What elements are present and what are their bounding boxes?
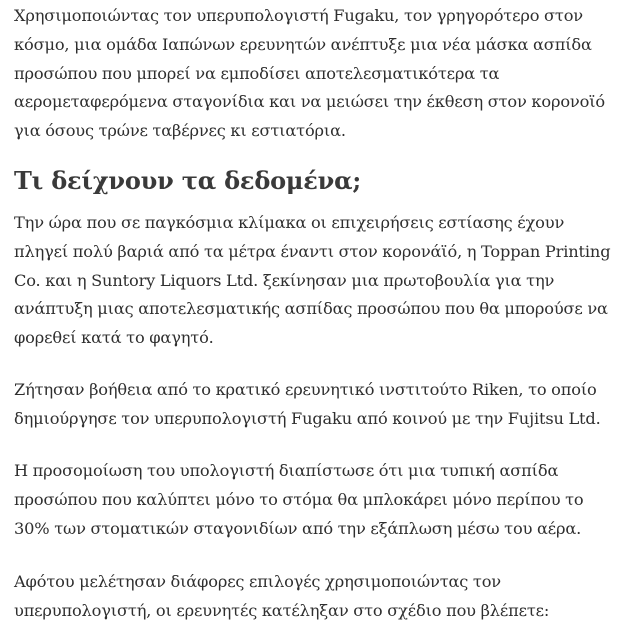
intro-paragraph: Χρησιμοποιώντας τον υπερυπολογιστή Fugaku, τον γρηγορότερο στον κόσμο, μια ομάδα Ιαπώνων ερευνητών ανέπτυξε μια νέα μάσκα ασπίδα προσώπου που μπορεί να εμποδίσει αποτελεσματικότερα τα αερομεταφερόμενα σταγονίδια και να μειώσει την έκθεση στον κορονοϊό για όσους τρώνε ταβέρνες κι εστιατόρια. [14,6,605,141]
section-heading: Τι δείχνουν τα δεδομένα; [14,166,362,195]
paragraph-design: Αφότου μελέτησαν διάφορες επιλογές χρησιμοποιώντας τον υπερυπολογιστή, οι ερευνητές κατέληξαν στο σχέδιο που βλέπετε: [14,572,550,620]
paragraph-riken: Ζήτησαν βοήθεια από το κρατικό ερευνητικό ινστιτούτο Riken, το οποίο δημιούργησε τον υπερυπολογιστή Fugaku από κοινού με την Fujitsu Ltd. [14,380,601,428]
paragraph-restaurants: Την ώρα που σε παγκόσμια κλίμακα οι επιχειρήσεις εστίασης έχουν πληγεί πολύ βαριά από τα μέτρα έναντι στον κορονάϊό, η Toppan Printing Co. και η Suntory Liquors Ltd. ξεκίνησαν μια πρωτοβουλία για την ανάπτυξη μιας αποτελεσματικής ασπίδας προσώπου που θα μπορούσε να φορεθεί κατά το φαγητό. [14,213,611,348]
paragraph-simulation: Η προσομοίωση του υπολογιστή διαπίστωσε ότι μια τυπική ασπίδα προσώπου που καλύπτει μόνο το στόμα θα μπλοκάρει μόνο περίπου το 30% των στοματικών σταγονιδίων από την εξάπλωση μέσω του αέρα. [14,461,584,538]
